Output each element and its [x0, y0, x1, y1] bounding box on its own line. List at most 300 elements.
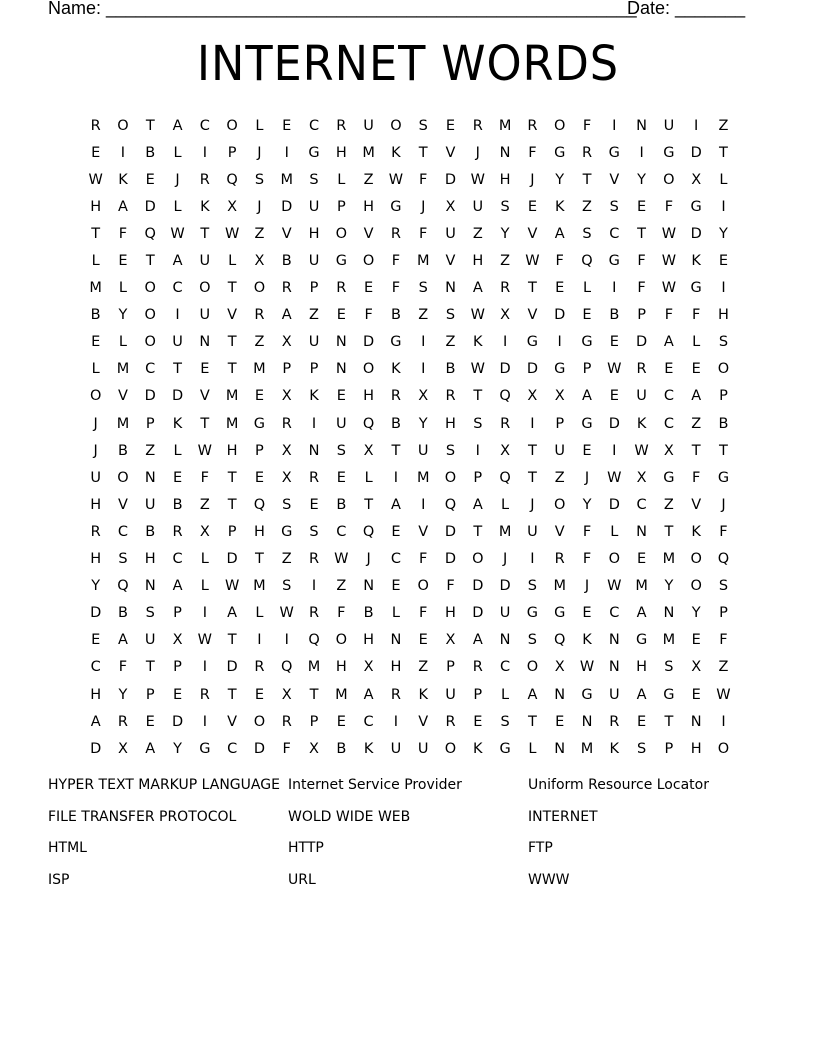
grid-letter: Y: [555, 171, 565, 188]
grid-letter: R: [390, 686, 401, 703]
grid-letter: W: [579, 659, 595, 676]
grid-letter: R: [636, 361, 647, 378]
grid-letter: M: [280, 171, 293, 188]
grid-letter: L: [173, 442, 182, 459]
grid-letter: O: [417, 578, 429, 595]
grid-letter: Y: [719, 225, 728, 242]
grid-letter: C: [609, 225, 620, 242]
grid-letter: I: [284, 144, 289, 161]
grid-letter: L: [118, 280, 127, 297]
grid-letter: V: [418, 713, 429, 730]
grid-letter: Q: [281, 659, 293, 676]
grid-letter: U: [608, 686, 620, 703]
grid-letter: Y: [500, 225, 510, 242]
grid-letter: O: [117, 117, 129, 134]
grid-letter: E: [309, 496, 319, 513]
grid-letter: M: [498, 523, 512, 540]
grid-letter: W: [197, 442, 212, 459]
grid-letter: M: [253, 578, 266, 595]
grid-letter: M: [116, 415, 130, 432]
grid-letter: O: [335, 225, 348, 242]
grid-letter: R: [581, 144, 593, 161]
grid-letter: E: [555, 280, 565, 297]
grid-letter: O: [144, 334, 156, 351]
grid-letter: V: [363, 225, 374, 242]
grid-letter: E: [336, 713, 346, 730]
grid-letter: N: [445, 280, 456, 297]
grid-letter: D: [636, 334, 648, 351]
grid-letter: E: [445, 117, 456, 134]
grid-row: [82, 464, 737, 491]
grid-letter: A: [172, 253, 183, 270]
grid-letter: Z: [472, 225, 483, 242]
grid-letter: N: [199, 334, 211, 351]
grid-letter: O: [717, 361, 730, 378]
grid-letter: D: [90, 740, 102, 757]
grid-letter: K: [418, 686, 428, 703]
grid-letter: I: [721, 280, 726, 297]
grid-letter: M: [416, 469, 430, 486]
grid-letter: G: [581, 334, 593, 351]
grid-letter: J: [530, 496, 535, 513]
grid-letter: I: [557, 334, 562, 351]
word-list-item: Internet Service Provider: [288, 777, 462, 793]
grid-letter: Z: [691, 415, 702, 432]
grid-letter: E: [118, 253, 128, 270]
grid-letter: K: [691, 253, 701, 270]
grid-letter: F: [446, 578, 455, 595]
grid-row: [82, 437, 737, 464]
grid-letter: G: [390, 334, 402, 351]
grid-letter: A: [227, 605, 238, 622]
grid-letter: T: [145, 659, 155, 676]
grid-letter: Q: [499, 388, 511, 405]
grid-letter: M: [662, 551, 676, 568]
grid-letter: O: [663, 171, 675, 188]
grid-letter: W: [470, 171, 485, 188]
grid-letter: J: [257, 144, 262, 161]
grid-letter: D: [226, 551, 238, 568]
grid-letter: H: [90, 686, 102, 703]
grid-letter: E: [582, 605, 592, 622]
grid-letter: D: [253, 740, 266, 757]
grid-letter: E: [364, 280, 374, 297]
grid-letter: A: [582, 388, 592, 405]
grid-letter: Z: [145, 442, 156, 459]
grid-letter: R: [500, 415, 511, 432]
grid-letter: S: [582, 225, 592, 242]
grid-letter: Z: [582, 198, 592, 215]
word-list-item: INTERNET: [528, 808, 598, 825]
grid-letter: E: [91, 632, 101, 649]
grid-letter: U: [554, 442, 565, 459]
grid-letter: F: [364, 307, 373, 324]
grid-letter: G: [526, 605, 539, 622]
grid-letter: K: [691, 523, 701, 540]
grid-letter: E: [172, 686, 183, 703]
grid-letter: F: [118, 225, 128, 242]
grid-letter: V: [445, 253, 456, 270]
grid-letter: L: [364, 469, 373, 486]
grid-letter: S: [418, 117, 428, 134]
grid-letter: O: [553, 496, 566, 513]
grid-letter: F: [719, 523, 728, 540]
grid-letter: C: [663, 388, 674, 405]
grid-letter: U: [363, 117, 374, 134]
grid-letter: J: [366, 551, 371, 568]
grid-row: [82, 193, 737, 220]
grid-letter: E: [391, 578, 401, 595]
grid-letter: Q: [553, 632, 566, 649]
grid-letter: Z: [500, 253, 511, 270]
grid-letter: K: [609, 740, 620, 757]
grid-letter: H: [636, 659, 648, 676]
grid-letter: U: [417, 442, 429, 459]
grid-letter: W: [224, 225, 240, 242]
grid-letter: Y: [664, 578, 674, 595]
grid-letter: J: [584, 469, 590, 486]
grid-letter: V: [117, 388, 128, 405]
grid-letter: R: [609, 713, 620, 730]
grid-letter: L: [228, 253, 237, 270]
grid-letter: H: [363, 198, 375, 215]
grid-letter: K: [200, 198, 210, 215]
grid-letter: Y: [691, 605, 701, 622]
date-field-label: Date: _______: [627, 0, 746, 18]
grid-letter: X: [636, 469, 647, 486]
grid-letter: W: [607, 469, 622, 486]
grid-row: [82, 329, 737, 356]
grid-letter: H: [718, 307, 729, 324]
grid-letter: F: [419, 171, 428, 188]
grid-letter: D: [90, 605, 102, 622]
grid-letter: E: [336, 388, 346, 405]
grid-letter: C: [145, 361, 156, 378]
grid-letter: X: [554, 388, 565, 405]
grid-letter: B: [117, 442, 128, 459]
grid-letter: J: [584, 578, 590, 595]
grid-letter: A: [636, 686, 647, 703]
grid-letter: M: [416, 253, 430, 270]
grid-letter: Y: [582, 496, 592, 513]
grid-letter: U: [90, 469, 101, 486]
grid-letter: U: [663, 117, 675, 134]
grid-letter: G: [635, 632, 648, 649]
grid-letter: F: [582, 117, 592, 134]
grid-letter: E: [200, 361, 210, 378]
grid-row: [82, 275, 737, 302]
grid-letter: P: [309, 280, 319, 297]
grid-letter: L: [719, 171, 728, 188]
grid-letter: X: [117, 740, 128, 757]
grid-letter: T: [227, 280, 237, 297]
grid-letter: M: [225, 415, 239, 432]
grid-letter: W: [197, 632, 212, 649]
grid-letter: V: [199, 388, 210, 405]
grid-letter: X: [663, 442, 674, 459]
grid-letter: T: [719, 144, 728, 161]
grid-letter: W: [388, 171, 404, 188]
grid-letter: Q: [308, 632, 320, 649]
grid-letter: E: [691, 632, 701, 649]
grid-letter: F: [555, 253, 564, 270]
grid-letter: O: [444, 740, 457, 757]
grid-letter: G: [308, 144, 320, 161]
grid-letter: P: [637, 307, 646, 324]
grid-letter: O: [253, 713, 266, 730]
grid-letter: Y: [91, 578, 101, 595]
grid-letter: E: [418, 632, 428, 649]
grid-letter: F: [637, 253, 646, 270]
grid-letter: N: [554, 740, 566, 757]
grid-letter: P: [145, 686, 155, 703]
grid-letter: T: [691, 442, 701, 459]
grid-letter: K: [391, 361, 401, 378]
grid-letter: I: [530, 551, 535, 568]
grid-letter: I: [475, 442, 480, 459]
grid-letter: I: [721, 198, 726, 215]
grid-letter: I: [639, 144, 644, 161]
grid-letter: U: [308, 334, 320, 351]
grid-letter: S: [636, 740, 647, 757]
grid-letter: X: [500, 442, 511, 459]
grid-letter: T: [145, 117, 155, 134]
grid-letter: X: [309, 740, 319, 757]
grid-letter: K: [582, 632, 592, 649]
grid-letter: N: [308, 442, 320, 459]
grid-letter: V: [117, 496, 128, 513]
grid-letter: C: [308, 117, 320, 134]
grid-letter: X: [445, 632, 456, 649]
grid-letter: X: [418, 388, 429, 405]
grid-letter: E: [391, 523, 401, 540]
grid-letter: N: [608, 659, 620, 676]
grid-letter: R: [445, 713, 456, 730]
grid-letter: S: [254, 171, 265, 188]
grid-letter: Z: [418, 659, 429, 676]
grid-letter: I: [202, 659, 207, 676]
grid-row: [82, 139, 737, 166]
grid-letter: P: [309, 713, 319, 730]
grid-letter: X: [691, 659, 702, 676]
grid-letter: R: [281, 713, 292, 730]
grid-letter: H: [90, 551, 102, 568]
grid-row: [82, 302, 737, 329]
grid-letter: W: [607, 578, 622, 595]
grid-row: [82, 247, 737, 274]
grid-letter: X: [254, 253, 265, 270]
grid-row: [82, 220, 737, 247]
grid-letter: W: [716, 686, 731, 703]
grid-letter: Z: [445, 334, 456, 351]
grid-letter: D: [472, 605, 484, 622]
grid-letter: D: [608, 415, 620, 432]
grid-letter: S: [336, 442, 346, 459]
grid-row: [82, 600, 737, 627]
word-list-item: FILE TRANSFER PROTOCOL: [48, 808, 237, 825]
grid-letter: N: [335, 361, 347, 378]
grid-letter: Q: [144, 225, 156, 242]
grid-letter: T: [145, 253, 155, 270]
grid-letter: K: [391, 144, 401, 161]
grid-letter: L: [337, 171, 346, 188]
grid-letter: E: [582, 307, 592, 324]
word-list: [48, 777, 768, 903]
grid-letter: T: [227, 496, 237, 513]
grid-letter: X: [527, 388, 538, 405]
grid-letter: S: [445, 307, 456, 324]
grid-letter: S: [527, 578, 537, 595]
grid-letter: R: [500, 280, 511, 297]
grid-letter: T: [473, 523, 483, 540]
grid-letter: D: [499, 578, 511, 595]
grid-letter: F: [664, 307, 674, 324]
grid-letter: J: [93, 442, 98, 459]
name-field-label: Name: _____________________________________________________: [48, 0, 637, 18]
grid-letter: I: [393, 469, 399, 486]
grid-letter: B: [363, 605, 374, 622]
grid-letter: A: [281, 307, 292, 324]
word-list-item: FTP: [528, 840, 553, 856]
grid-letter: E: [254, 686, 265, 703]
grid-letter: C: [500, 659, 511, 676]
grid-letter: S: [500, 198, 510, 215]
grid-letter: T: [255, 551, 264, 568]
grid-letter: Z: [418, 307, 429, 324]
grid-letter: R: [254, 307, 265, 324]
grid-letter: J: [257, 198, 262, 215]
grid-letter: V: [527, 225, 538, 242]
grid-letter: H: [335, 659, 347, 676]
grid-letter: S: [473, 415, 483, 432]
grid-letter: N: [144, 578, 156, 595]
word-list-item: URL: [288, 871, 316, 888]
grid-letter: T: [527, 469, 537, 486]
grid-letter: C: [117, 523, 128, 540]
grid-letter: G: [717, 469, 730, 486]
grid-letter: W: [525, 253, 540, 270]
grid-letter: A: [117, 632, 128, 649]
grid-letter: F: [582, 523, 592, 540]
grid-row: [82, 627, 737, 654]
grid-letter: G: [281, 523, 293, 540]
grid-letter: R: [527, 117, 538, 134]
grid-letter: F: [118, 659, 128, 676]
grid-letter: N: [335, 334, 347, 351]
grid-letter: B: [336, 496, 347, 513]
grid-letter: U: [527, 523, 538, 540]
grid-letter: T: [91, 225, 101, 242]
grid-letter: X: [281, 334, 292, 351]
grid-letter: G: [608, 253, 620, 270]
grid-letter: R: [90, 117, 101, 134]
grid-row: [82, 708, 737, 735]
grid-letter: N: [636, 117, 648, 134]
grid-letter: U: [417, 740, 429, 757]
grid-letter: X: [281, 686, 292, 703]
grid-letter: B: [90, 307, 101, 324]
grid-letter: F: [692, 307, 701, 324]
grid-letter: M: [580, 740, 594, 757]
grid-letter: P: [309, 361, 319, 378]
grid-letter: M: [116, 361, 130, 378]
grid-letter: T: [309, 686, 319, 703]
grid-letter: G: [554, 361, 566, 378]
grid-letter: U: [499, 605, 511, 622]
grid-letter: F: [582, 551, 592, 568]
grid-letter: Z: [254, 334, 265, 351]
grid-letter: H: [445, 605, 456, 622]
grid-letter: A: [172, 578, 183, 595]
grid-letter: I: [421, 334, 426, 351]
grid-letter: R: [445, 388, 456, 405]
grid-letter: E: [254, 388, 265, 405]
grid-letter: F: [391, 280, 401, 297]
grid-row: [82, 681, 737, 708]
grid-letter: K: [172, 415, 183, 432]
grid-letter: A: [117, 198, 128, 215]
grid-letter: I: [311, 578, 317, 595]
grid-letter: H: [390, 659, 402, 676]
grid-letter: L: [501, 686, 510, 703]
grid-letter: M: [89, 280, 102, 297]
grid-letter: P: [582, 361, 592, 378]
grid-letter: F: [664, 198, 674, 215]
grid-letter: L: [528, 740, 537, 757]
grid-letter: S: [609, 198, 619, 215]
grid-letter: N: [499, 632, 511, 649]
grid-letter: G: [554, 605, 566, 622]
grid-letter: E: [254, 469, 265, 486]
grid-letter: I: [421, 361, 426, 378]
grid-letter: R: [199, 171, 210, 188]
grid-letter: D: [363, 334, 375, 351]
grid-letter: S: [445, 442, 456, 459]
grid-letter: A: [172, 117, 183, 134]
grid-letter: G: [199, 740, 211, 757]
grid-letter: V: [227, 307, 238, 324]
grid-letter: T: [227, 632, 237, 649]
grid-letter: I: [502, 334, 508, 351]
grid-row: [82, 518, 737, 545]
grid-letter: S: [418, 280, 428, 297]
grid-letter: I: [393, 713, 399, 730]
grid-letter: D: [144, 198, 156, 215]
grid-letter: E: [527, 198, 537, 215]
grid-letter: D: [171, 713, 184, 730]
word-list-item: ISP: [48, 871, 70, 888]
grid-letter: X: [445, 198, 456, 215]
grid-letter: J: [175, 171, 180, 188]
grid-row: [82, 654, 737, 681]
grid-letter: R: [90, 523, 101, 540]
grid-letter: H: [363, 632, 375, 649]
grid-letter: O: [117, 469, 129, 486]
grid-letter: I: [694, 117, 699, 134]
grid-letter: I: [120, 144, 126, 161]
grid-letter: U: [636, 388, 647, 405]
grid-letter: G: [253, 415, 266, 432]
grid-letter: D: [690, 144, 702, 161]
grid-letter: A: [663, 334, 674, 351]
grid-letter: E: [609, 388, 619, 405]
grid-letter: J: [421, 198, 426, 215]
grid-letter: V: [554, 523, 565, 540]
grid-letter: D: [690, 225, 702, 242]
grid-letter: P: [446, 659, 455, 676]
grid-letter: C: [90, 659, 101, 676]
word-search-grid: [82, 112, 737, 762]
